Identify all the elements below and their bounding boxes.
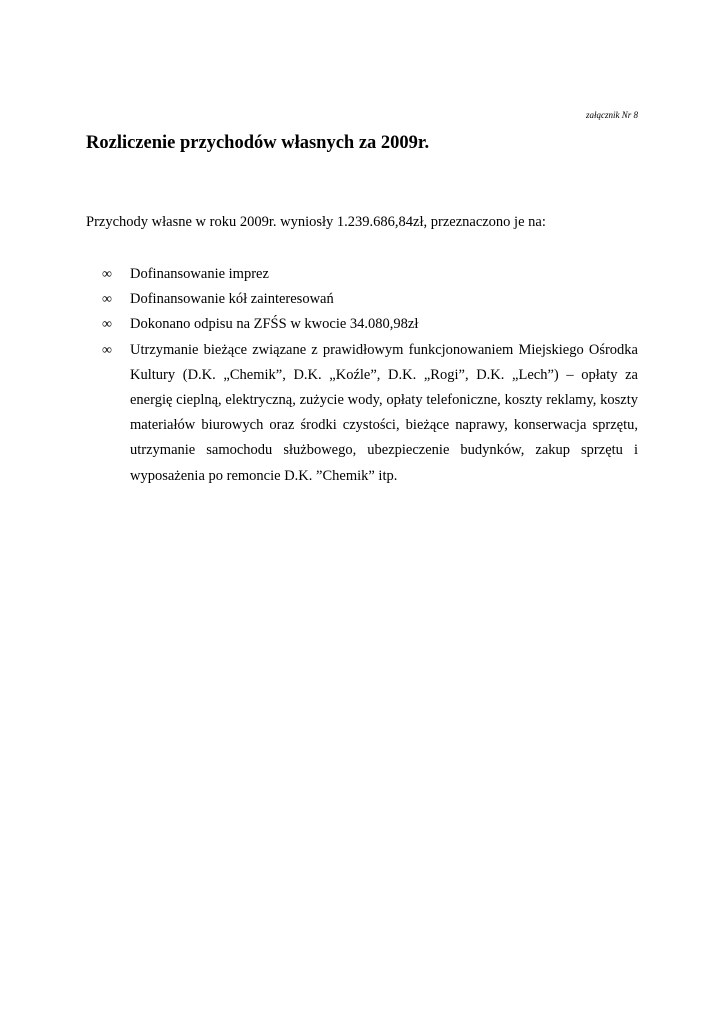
document-title: Rozliczenie przychodów własnych za 2009r. [86, 133, 430, 153]
list-item-text: Dokonano odpisu na ZFŚS w kwocie 34.080,98zł [130, 316, 419, 333]
list-item-text: Dofinansowanie kół zainteresowań [130, 291, 334, 308]
attachment-label: załącznik Nr 8 [585, 110, 638, 120]
list-item-text: Dofinansowanie imprez [130, 266, 269, 282]
infinity-bullet-icon: ∞ [102, 267, 112, 282]
list-item [102, 312, 638, 337]
intro-paragraph: Przychody własne w roku 2009r. wyniosły 1.239.686,84zł, przeznaczono je na: [86, 214, 546, 230]
list-item [102, 338, 638, 489]
expense-list [102, 262, 638, 489]
infinity-bullet-icon: ∞ [102, 292, 112, 308]
list-item [102, 262, 638, 287]
infinity-bullet-icon: ∞ [102, 317, 112, 333]
infinity-bullet-icon: ∞ [102, 342, 112, 358]
list-item-text: Utrzymanie bieżące związane z prawidłowym funkcjonowaniem Miejskiego Ośrodka Kultury (D.K. „Chemik”, D.K. „Koźle”, D.K. „Rogi”, D.K. „Lech”) – opłaty za energię cieplną, elektryczną, zużycie wody, opłaty telefoniczne, koszty reklamy, koszty materiałów biurowych oraz środki czystości, bieżące naprawy, konserwacja sprzętu, utrzymanie samochodu służbowego, ubezpieczenie budynków, zakup sprzętu i wyposażenia po remoncie D.K. ”Chemik” itp. [130, 341, 638, 484]
list-item [102, 287, 638, 312]
